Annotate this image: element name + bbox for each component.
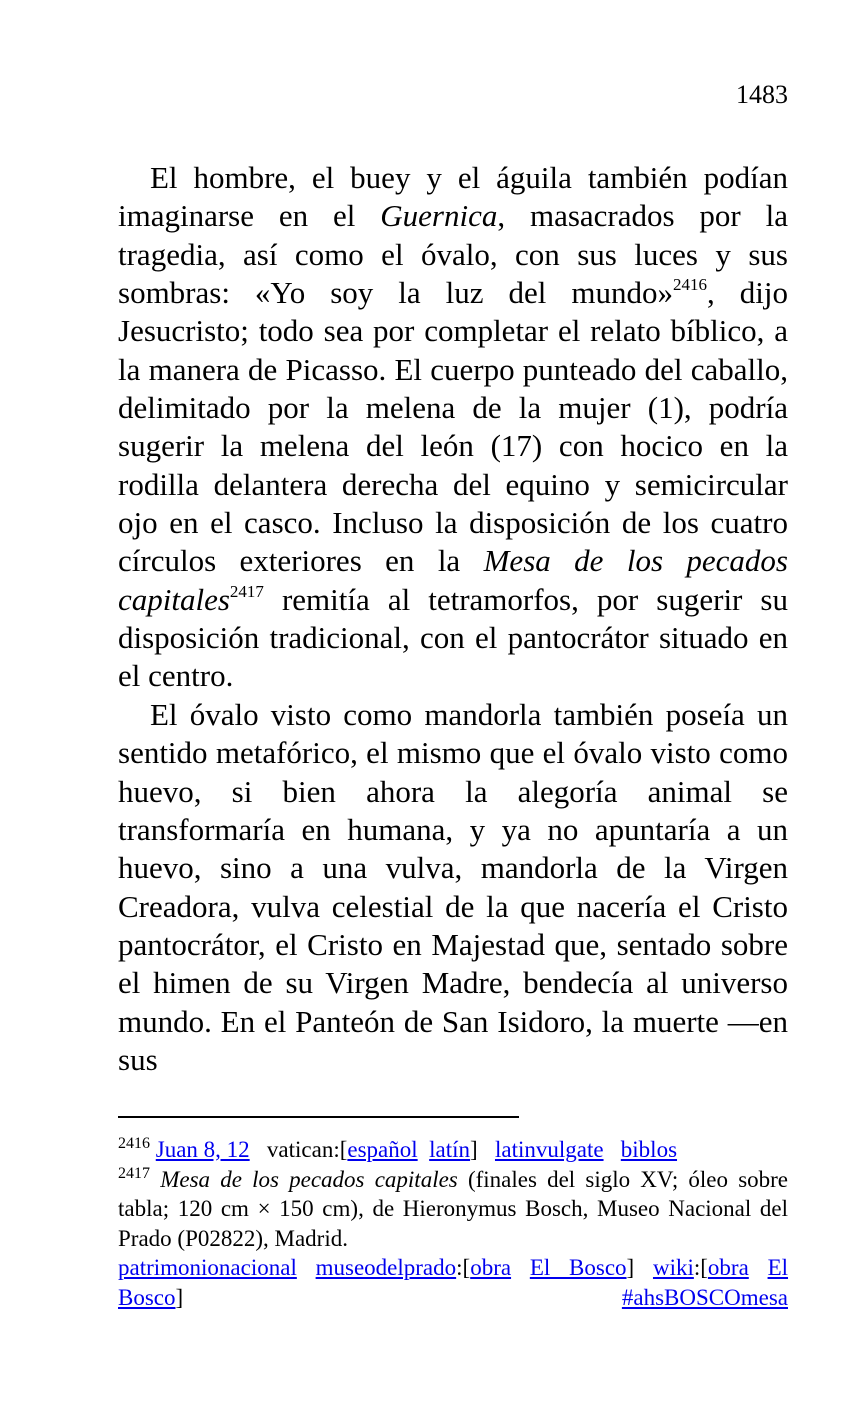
link-obra-prado[interactable]: obra [470,1255,512,1280]
footnote-artwork-title: Mesa de los pecados capitales [160,1166,458,1192]
link-wiki[interactable]: wiki [652,1255,694,1280]
paragraph-1-text-d: remitía al tetramorfos, por sugerir su disposición tradicional, con el pantocrátor situado en el centro. [118,581,788,694]
footnote-2416 [118,1135,788,1165]
museo-bracket-open: :[ [456,1255,471,1280]
link-biblos[interactable]: biblos [620,1137,678,1162]
artwork-title-mesa: Mesa de los pecados capitales [118,543,788,617]
footnote-2417 [118,1165,788,1254]
link-latin[interactable]: latín [429,1137,471,1162]
link-el-bosco-prado[interactable]: El Bosco [529,1255,627,1280]
link-juan-8-12[interactable]: Juan 8, 12 [155,1137,250,1162]
footnote-2417-links [118,1253,788,1312]
paragraph-2: El óvalo visto como mandorla también poseía un sentido metafórico, el mismo que el óvalo visto como huevo, si bien ahora la alegoría animal se transformaría en humana, y ya no apuntaría a un huevo, sino a una vulva, mandorla de la Virgen Creadora, vulva celestial de la que nacería el Cristo pantocrátor, el Cristo en Majestad que, sentado sobre el himen de su Virgen Madre, bendecía al universo mundo. En el Panteón de San Isidoro, la muerte —en sus [118,696,788,1077]
link-espanol[interactable]: español [347,1137,418,1162]
paragraph-1-text-a: El hombre, el buey y el águila también podían imaginarse en el [118,160,788,234]
bracket-close: ] [470,1137,478,1162]
paragraph-1-text-b: , masacrados por la tragedia, así como el óvalo, con sus luces y sus sombras: «Yo soy la luz del mundo» [118,198,788,311]
footnote-ref-2417[interactable]: 2417 [229,581,264,601]
footnotes [118,1135,788,1312]
link-el-bosco-wiki[interactable]: El Bosco [118,1255,789,1310]
link-obra-wiki[interactable]: obra [707,1255,749,1280]
page-number: 1483 [736,80,788,109]
footnote-number: 2417 [118,1164,150,1182]
paragraph-1 [118,159,788,696]
link-museodelprado[interactable]: museodelprado [315,1255,457,1280]
link-hashtag-ahsboscomesa[interactable]: #ahsBOSCOmesa [621,1284,788,1310]
link-patrimonionacional[interactable]: patrimonionacional [118,1255,297,1280]
wiki-bracket-open: :[ [693,1255,708,1280]
bracket-close: ] [626,1255,635,1280]
main-text [118,159,788,1079]
vatican-label: vatican:[ [266,1137,348,1162]
bracket-close: ] [175,1284,184,1310]
footnote-number: 2416 [118,1135,150,1152]
paragraph-1-text-c: , dijo Jesucristo; todo sea por completar el relato bíblico, a la manera de Picasso. El cuerpo punteado del caballo, delimitado por la melena de la mujer (1), podría sugerir la melena del león (17) con hocico en la rodilla delantera derecha del equino y semicircular ojo en el casco. Incluso la disposición de los cuatro círculos exteriores en la [118,275,788,579]
link-latinvulgate[interactable]: latinvulgate [494,1137,604,1162]
footnote-2417-text: (finales del siglo XV; óleo sobre tabla; 120 cm × 150 cm), de Hieronymus Bosch, Museo Nacional del Prado (P02822), Madrid. [118,1166,789,1251]
footnote-divider [118,1116,519,1118]
footnote-ref-2416[interactable]: 2416 [673,275,708,295]
artwork-title-guernica: Guernica [380,198,498,234]
